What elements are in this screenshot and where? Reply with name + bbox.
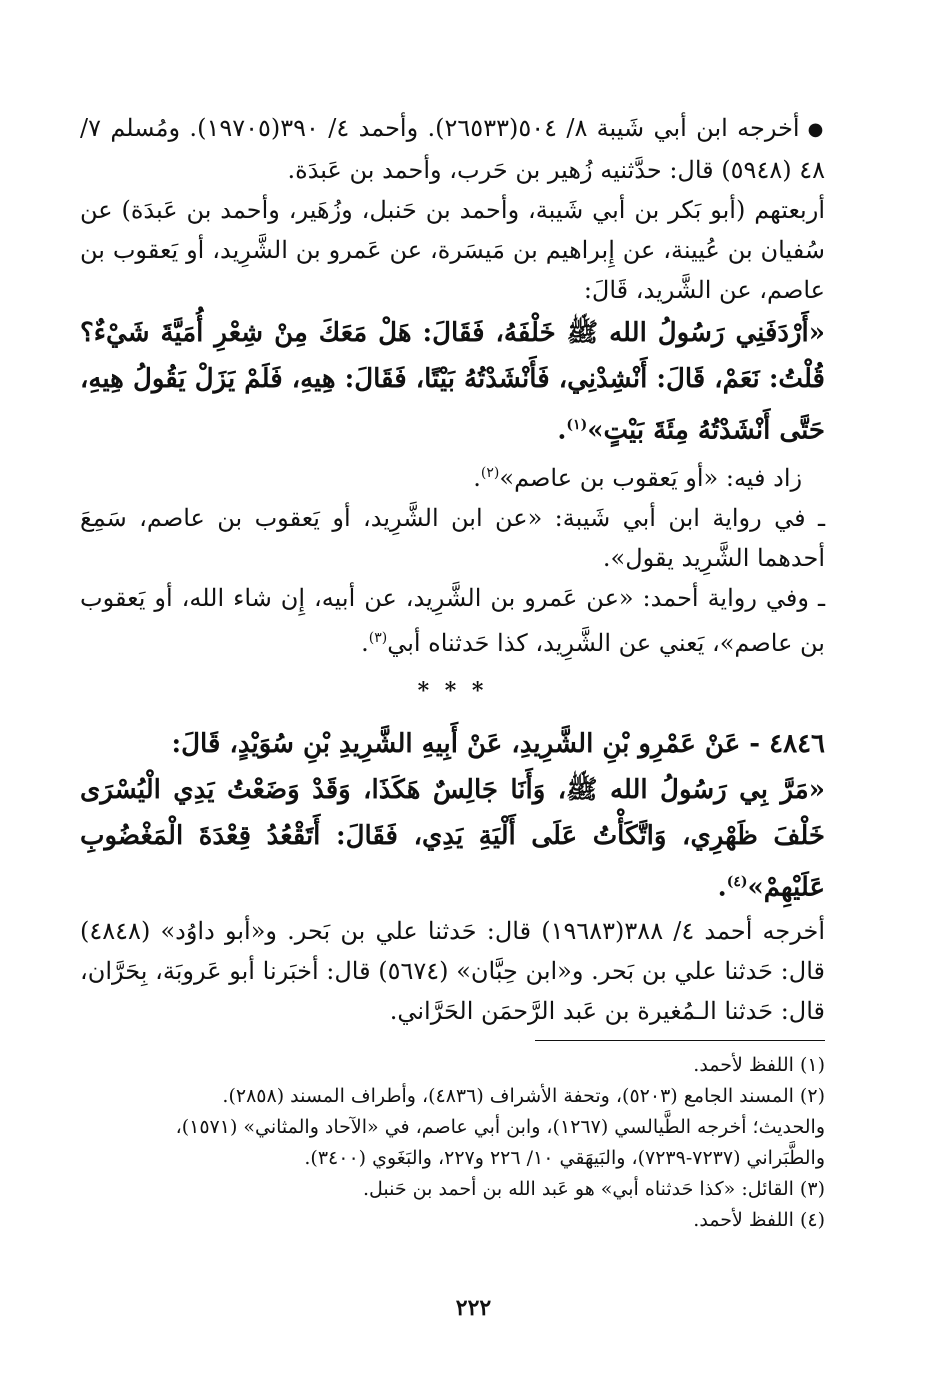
hadith-matn: «أَرْدَفَنِي رَسُولُ الله ﷺ خَلْفَهُ، فَقَالَ: هَلْ مَعَكَ مِنْ شِعْرِ أُمَيَّةَ شَيْءٌ؟ قُلْتُ: نَعَمْ، قَالَ: أَنْشِدْنِي، فَأَنْشَدْتُهُ بَيْتًا، فَقَالَ: هِيهِ، فَلَمْ يَزَلْ يَقُولُ هِيهِ، حَتَّى أَنْشَدْتُهُ مِئَةَ بَيْتٍ» [80,317,825,446]
chain-paragraph: أربعتهم (أبو بَكر بن أبي شَيبة، وأحمد بن حَنبل، وزُهَير، وأحمد بن عَبدَة) عن سُفيان بن عُيينة، عن إِبراهيم بن مَيسَرة، عن عَمرو بن الشَّرِيد، أو يَعقوب بن عاصم، عن الشَّريد، قَالَ: [80,195,825,304]
hadith-text: «مَرَّ بِي رَسُولُ الله ﷺ، وَأَنَا جَالِسٌ هَكَذَا، وَقَدْ وَضَعْتُ يَدِي الْيُسْرَى خَلْفَ ظَهْرِي، وَاتَّكَأْتُ عَلَى أَلْيَةِ يَدِي، فَقَالَ: أَتَقْعُدُ قِعْدَةَ الْمَغْضُوبِ عَلَيْهِمْ»$^{(٤)}$. [80,775,826,903]
addition-text: زاد فيه: «أو يَعقوب بن عاصم» [499,464,803,493]
footnote: (٢) المسند الجامع (٥٢٠٣)، وتحفة الأشراف (٤٨٣٦)، وأطراف المسند (٢٨٥٨). [222,1085,825,1107]
footnotes [122,1050,825,1236]
footnote-ref: (٣) [368,630,388,647]
variant-text: ـ وفي رواية أحمد: «عن عَمرو بن الشَّرِيد، عن أبيه، إِن شاء الله، أو يَعقوب بن عاصم»، يَعني عن الشَّرِيد، كذا حَدثناه أبي [80,584,825,658]
footnote-ref: (٢) [480,465,500,482]
hadith-matn: «مَرَّ بِي رَسُولُ الله ﷺ، وَأَنَا جَالِسٌ هَكَذَا، وَقَدْ وَضَعْتُ يَدِي الْيُسْرَى خَلْفَ ظَهْرِي، وَاتَّكَأْتُ عَلَى أَلْيَةِ يَدِي، فَقَالَ: أَتَقْعُدُ قِعْدَةَ الْمَغْضُوبِ عَلَيْهِمْ» [80,775,826,903]
source-text: أخرجه ابن أبي شَيبة ٨/ ٥٠٤(٢٦٥٣٣). وأحمد ٤/ ٣٩٠(١٩٧٠٥). ومُسلم ٧/ ٤٨ (٥٩٤٨) قال: حدَّثنيه زُهير بن حَرب، وأحمد بن عَبدَة. [80,114,825,184]
footnote-ref: (١) [566,416,588,433]
variant-paragraph: ـ وفي رواية أحمد: «عن عَمرو بن الشَّرِيد، عن أبيه، إِن شاء الله، أو يَعقوب بن عاصم»، يَعني عن الشَّرِيد، كذا حَدثناه أبي$^{(٣)}$. [80,584,825,658]
bullet-icon: ● [807,118,826,140]
footnote: (٤) اللفظ لأحمد. [693,1209,825,1231]
main-text [80,108,825,1031]
footnote-divider [535,1040,825,1041]
hadith-heading: ٤٨٤٦ - عَنْ عَمْرِو بْنِ الشَّرِيدِ، عَنْ أَبِيهِ الشَّرِيدِ بْنِ سُوَيْدٍ، قَالَ: [171,729,825,760]
hadith-text: «أَرْدَفَنِي رَسُولُ الله ﷺ خَلْفَهُ، فَقَالَ: هَلْ مَعَكَ مِنْ شِعْرِ أُمَيَّةَ شَيْءٌ؟ قُلْتُ: نَعَمْ، قَالَ: أَنْشِدْنِي، فَأَنْشَدْتُهُ بَيْتًا، فَقَالَ: هِيهِ، فَلَمْ يَزَلْ يَقُولُ هِيهِ، حَتَّى أَنْشَدْتُهُ مِئَةَ بَيْتٍ»$^{(١)}$. [80,317,825,446]
variant-paragraph: ـ في رواية ابن أبي شَيبة: «عن ابن الشَّرِيد، أو يَعقوب بن عاصم، سَمِعَ أحدهما الشَّرِيد يقول». [80,504,825,573]
source-paragraph: أخرجه أحمد ٤/ ٣٨٨(١٩٦٨٣) قال: حَدثنا علي بن بَحر. و«أبو داوُد» (٤٨٤٨) قال: حَدثنا علي بن بَحر. و«ابن حِبَّان» (٥٦٧٤) قال: أخبَرنا أبو عَروبَة، بِحَرَّان، قال: حَدثنا الـمُغيرة بن عَبد الرَّحمَن الحَرَّاني. [80,916,825,1025]
footnote: (١) اللفظ لأحمد. [693,1054,825,1076]
footnote: (٣) القائل: «كذا حَدثناه أبي» هو عَبد الله بن أحمد بن حَنبل. [362,1178,825,1200]
footnote-ref: (٤) [726,874,748,891]
source-paragraph [80,108,825,190]
addition-paragraph: زاد فيه: «أو يَعقوب بن عاصم»$^{(٢)}$. [473,464,803,493]
footnote: والحديث؛ أخرجه الطَّيالسي (١٢٦٧)، وابن أبي عاصم، في «الآحاد والمثاني» (١٥٧١)، والطَّبَراني (٧٢٣٧-٧٢٣٩)، والبَيهَقي ١٠/ ٢٢٦ و٢٢٧، والبَغَوي (٣٤٠٠). [175,1116,825,1169]
section-separator: * * * [417,678,488,705]
page-number: ٢٢٢ [455,1295,492,1321]
